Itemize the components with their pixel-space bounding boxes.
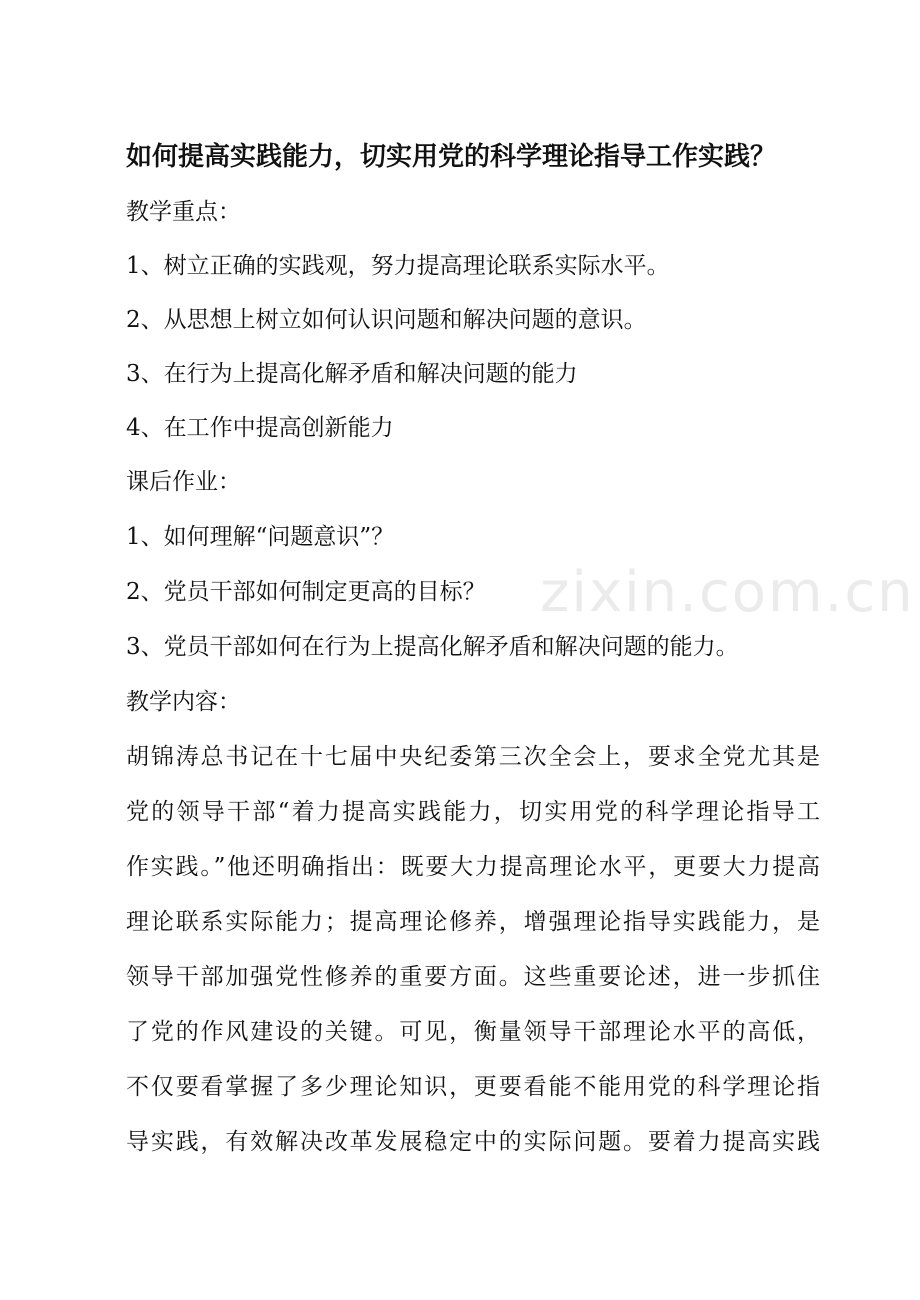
focus-item-3: 3、在行为上提高化解矛盾和解决问题的能力 — [126, 361, 578, 387]
content-line-1: 胡锦涛总书记在十七届中央纪委第三次全会上，要求全党尤其是 — [126, 744, 820, 770]
homework-item-3: 3、党员干部如何在行为上提高化解矛盾和解决问题的能力。 — [126, 634, 739, 660]
homework-item-1: 1、如何理解“问题意识”？ — [126, 524, 395, 550]
section-heading-content: 教学内容： — [126, 689, 241, 715]
content-line-4: 理论联系实际能力；提高理论修养，增强理论指导实践能力，是 — [126, 909, 820, 935]
document-title: 如何提高实践能力，切实用党的科学理论指导工作实践？ — [126, 142, 777, 172]
focus-item-2: 2、从思想上树立如何认识问题和解决问题的意识。 — [126, 307, 647, 333]
content-line-3: 作实践。”他还明确指出：既要大力提高理论水平，更要大力提高 — [126, 854, 820, 880]
watermark: zixin.com.cn — [540, 560, 915, 625]
content-line-8: 导实践，有效解决改革发展稳定中的实际问题。要着力提高实践 — [126, 1129, 820, 1155]
section-heading-homework: 课后作业： — [126, 469, 241, 495]
section-heading-focus: 教学重点： — [126, 199, 241, 225]
content-line-7: 不仅要看掌握了多少理论知识，更要看能不能用党的科学理论指 — [126, 1074, 820, 1100]
content-line-6: 了党的作风建设的关键。可见，衡量领导干部理论水平的高低， — [126, 1019, 820, 1045]
content-line-5: 领导干部加强党性修养的重要方面。这些重要论述，进一步抓住 — [126, 964, 820, 990]
focus-item-4: 4、在工作中提高创新能力 — [126, 415, 394, 441]
focus-item-1: 1、树立正确的实践观，努力提高理论联系实际水平。 — [126, 253, 670, 279]
homework-item-2: 2、党员干部如何制定更高的目标？ — [126, 579, 486, 605]
content-line-2: 党的领导干部“着力提高实践能力，切实用党的科学理论指导工 — [126, 799, 820, 825]
